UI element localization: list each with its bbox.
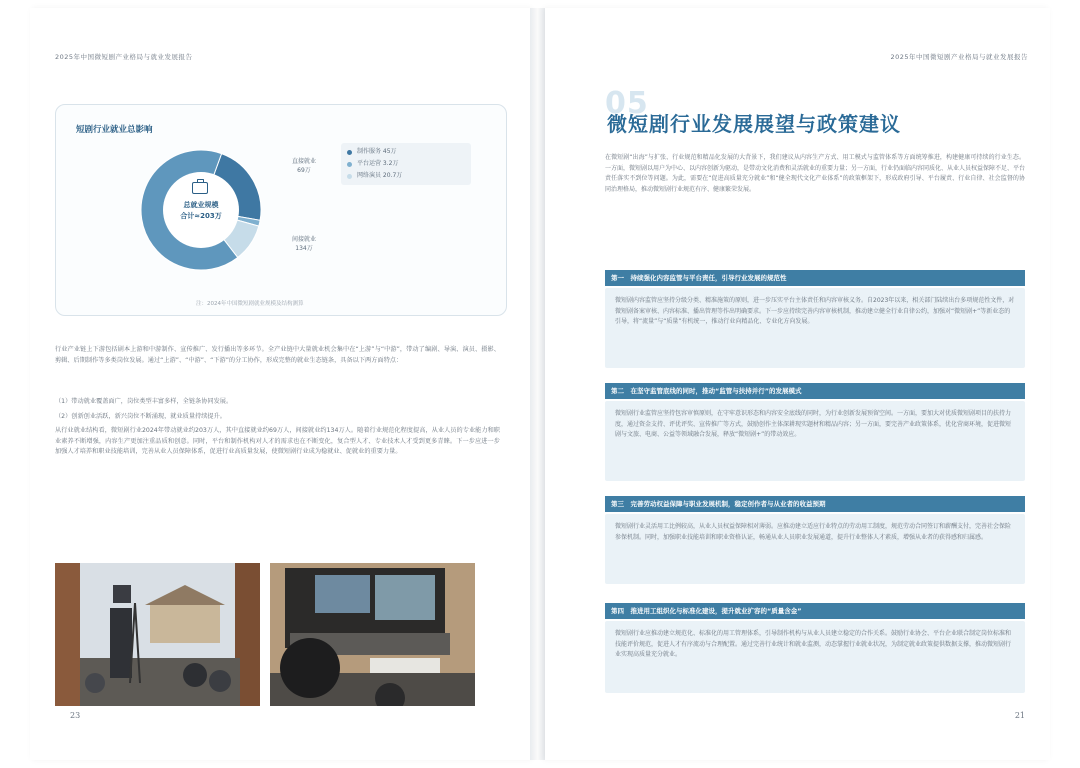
- donut-center-line2: 合计≈203万: [180, 212, 222, 220]
- left-page: [30, 8, 530, 760]
- section-title-2: 第二 在坚守监管底线的同时，推动“监管与扶持并行”的发展模式: [605, 383, 1025, 399]
- running-header: 2025年中国微短剧产业格局与就业发展报告: [890, 53, 1028, 61]
- legend-item: 平台运营 3.2万: [347, 158, 465, 170]
- section-body-2: 微短剧行业监管应坚持包容审慎原则，在守牢意识形态和内容安全底线的同时，为行业创新发展预留空间。一方面，要加大对优质微短剧项目的扶持力度，通过资金支持、评优评奖、宣传推广等方式，鼓励创作主体深耕现实题材和精品内容；另一方面，要完善产业政策体系，优化营商环境，促进微短剧与文旅、电商、公益等领域融合发展，释放“微短剧+”的带动效应。: [605, 401, 1025, 481]
- legend-item: 制作服务 45万: [347, 146, 465, 158]
- section-body-3: 微短剧行业灵活用工比例较高，从业人员权益保障相对薄弱。应推动建立适应行业特点的劳动用工制度，规范劳动合同签订和薪酬支付，完善社会保险参保机制。同时，加强职业技能培训和职业资格认证，畅通从业人员职业发展通道，提升行业整体人才素质，增强从业者的获得感和归属感。: [605, 514, 1025, 584]
- chapter-intro: 在微短剧“出海”与扩张、行业规范和精品化发展的大背景下，我们建议从内容生产方式、用工模式与监管体系等方面统筹推进，构建健康可持续的行业生态。一方面，微短剧以用户为中心、以内容创新为驱动，是带动文化消费和灵活就业的重要力量；另一方面，行业仍面临内容同质化、从业人员权益保障不足、平台责任落实不到位等问题。为此，需要在“促进高质量充分就业”和“健全现代文化产业体系”的政策框架下，形成政府引导、平台履责、行业自律、社会监督的协同治理格局，推动微短剧行业规范有序、健康繁荣发展。: [605, 154, 1026, 193]
- photo-outdoor-filming-art: [55, 563, 260, 706]
- running-header: 2025年中国微短剧产业格局与就业发展报告: [55, 53, 193, 61]
- photo-outdoor-filming: [55, 563, 260, 706]
- chart-note: 注：2024年中国微短剧就业规模及结构测算: [196, 301, 304, 307]
- employment-chart-card: [55, 104, 507, 316]
- body-paragraph-2: 从行业就业结构看，微短剧行业2024年带动就业约203万人，其中直接就业约69万人，间接就业约134万人。随着行业规范化程度提高，从业人员的专业能力和职业素养不断增强，内容生产更加注重品质和创意。同时，平台和制作机构对人才的需求也在不断变化，复合型人才、专业技术人才受到更多青睐。下一步应进一步加强人才培养和职业技能培训，完善从业人员保障体系，促进行业高质量发展，使微短剧行业成为稳就业、促就业的重要力量。: [55, 427, 500, 455]
- right-page: [545, 8, 1050, 760]
- direct-employment-label: [284, 157, 324, 175]
- chapter-title: 微短剧行业发展展望与政策建议: [607, 112, 901, 136]
- indirect-label-line2: 134万: [295, 245, 313, 252]
- donut-center-label: [166, 200, 236, 222]
- section-title-1: 第一 持续强化内容监管与平台责任，引导行业发展的规范性: [605, 270, 1025, 286]
- book-spine: [530, 8, 545, 760]
- direct-label-line2: 69万: [297, 167, 311, 174]
- indirect-employment-label: [281, 235, 327, 253]
- page-number: 21: [1014, 711, 1025, 720]
- chart-legend: [341, 143, 471, 185]
- section-body-1: 微短剧内容监管应坚持分级分类、精准施策的原则，进一步压实平台主体责任和内容审核义务。自2023年以来，相关部门陆续出台多项规范性文件，对微短剧备案审核、内容标准、播出管理等作出明确要求。下一步应持续完善内容审核机制，推动建立健全行业自律公约，加强对“微短剧+”等新业态的引导，将“流量”与“质量”有机统一，推动行业向精品化、专业化方向发展。: [605, 288, 1025, 368]
- list-item-2: （2）创新创业活跃，新兴岗位不断涌现，就业质量持续提升。: [55, 413, 226, 420]
- chapter-number: 05: [605, 86, 649, 121]
- legend-item: 网络演员 20.7万: [347, 170, 465, 182]
- page-number: 23: [70, 711, 81, 720]
- indirect-label-line1: 间接就业: [291, 236, 316, 243]
- section-body-4: 微短剧行业应推动建立规范化、标准化的用工管理体系，引导制作机构与从业人员建立稳定的合作关系。鼓励行业协会、平台企业联合制定岗位标准和技能评价规范，促进人才有序流动与合理配置。通过完善行业统计和就业监测，动态掌握行业就业状况，为制定就业政策提供数据支撑，推动微短剧行业实现高质量充分就业。: [605, 621, 1025, 693]
- body-paragraph-1: 行业产业链上下游包括剧本上游和中游制作、宣传推广、发行播出等多环节。全产业链中大量就业机会集中在“上游”与“中游”，带动了编剧、导演、演员、摄影、剪辑、后期制作等多类岗位发展。通过“上游”、“中游”、“下游”的分工协作，形成完整的就业生态链条，具备以下两方面特点：: [55, 346, 500, 364]
- section-title-4: 第四 推进用工组织化与标准化建设，提升就业扩容的“质量含金”: [605, 603, 1025, 619]
- photo-monitor-viewing: [270, 563, 475, 706]
- chart-title: 短剧行业就业总影响: [76, 125, 153, 135]
- section-title-3: 第三 完善劳动权益保障与职业发展机制，稳定创作者与从业者的收益预期: [605, 496, 1025, 512]
- donut-center-line1: 总就业规模: [183, 201, 219, 209]
- direct-label-line1: 直接就业: [291, 158, 316, 165]
- briefcase-icon: [192, 182, 208, 194]
- photo-monitor-viewing-art: [270, 563, 475, 706]
- list-item-1: （1）带动就业覆盖面广，岗位类型丰富多样，全链条协同发展。: [55, 398, 233, 405]
